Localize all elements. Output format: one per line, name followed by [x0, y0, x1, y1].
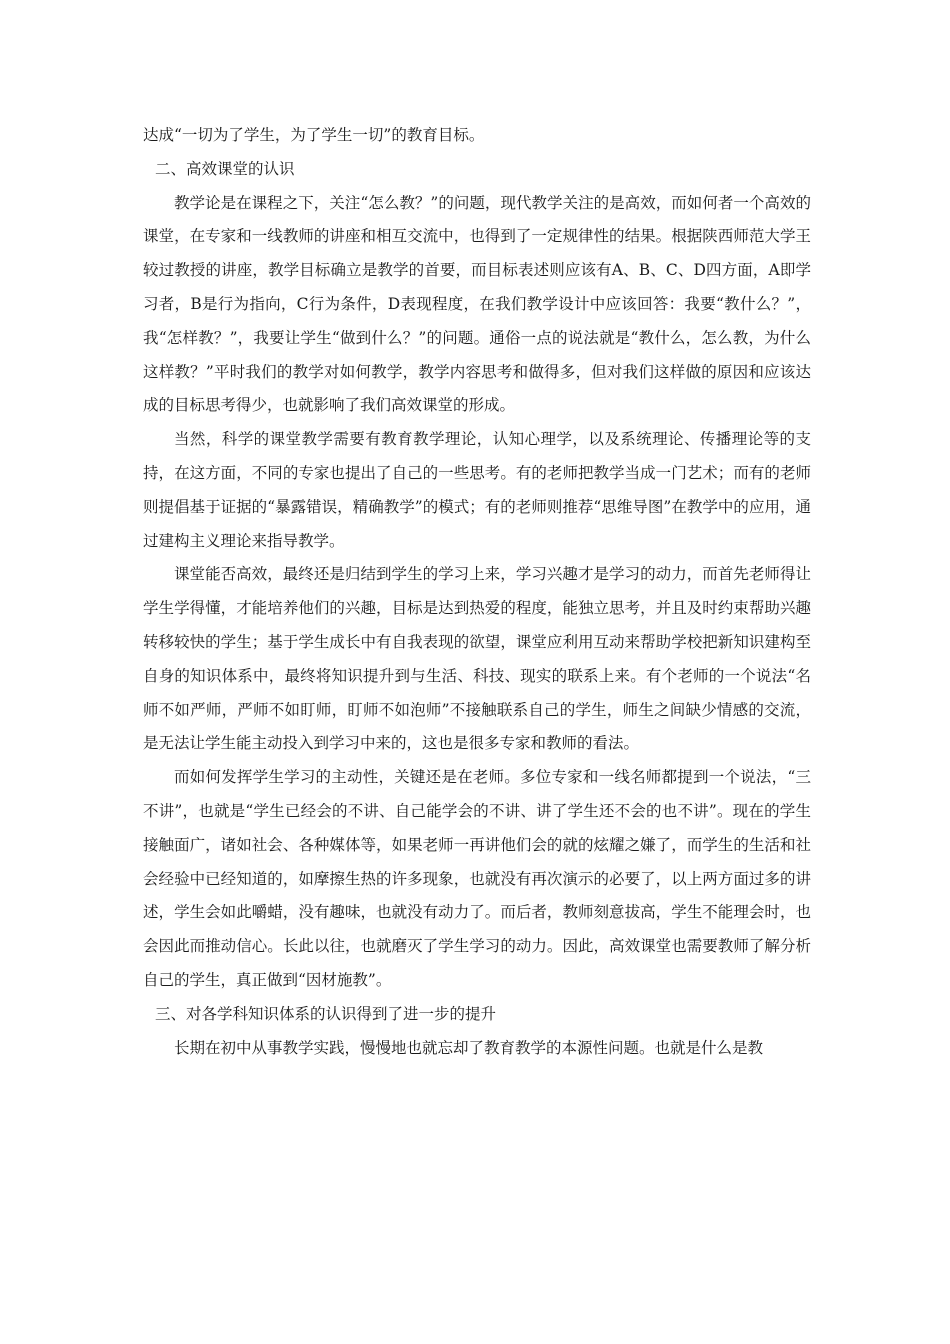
- paragraph-continuation: 达成“一切为了学生，为了学生一切”的教育目标。: [143, 126, 485, 144]
- paragraph: 长期在初中从事教学实践，慢慢地也就忘却了教育教学的本源性问题。也就是什么是教: [174, 1038, 764, 1057]
- paragraph: 而如何发挥学生学习的主动性，关键还是在老师。多位专家和一线名师都提到一个说法，“三不讲”，也就是“学生已经会的不讲、自己能学会的不讲、讲了学生还不会的也不讲”。现在的学生接触面广，诸如社会、各种媒体等，如果老师一再讲他们会的就的炫耀之嫌了，而学生的生活和社会经验中已经知道的，如摩擦生热的许多现象，也就没有再次演示的必要了，以上两方面过多的讲述，学生会如此嚼蜡，没有趣味，也就没有动力了。而后者，教师刻意拔高，学生不能理会时，也会因此而推动信心。长此以往，也就磨灭了学生学习的动力。因此，高效课堂也需要教师了解分析自己的学生，真正做到“因材施教”。: [143, 768, 811, 989]
- document-body: [143, 119, 811, 1065]
- paragraph: 课堂能否高效，最终还是归结到学生的学习上来，学习兴趣才是学习的动力，而首先老师得让学生学得懂，才能培养他们的兴趣，目标是达到热爱的程度，能独立思考，并且及时约束帮助兴趣转移较快的学生；基于学生成长中有自我表现的欲望，课堂应利用互动来帮助学校把新知识建构至自身的知识体系中，最终将知识提升到与生活、科技、现实的联系上来。有个老师的一个说法“名师不如严师，严师不如盯师，盯师不如泡师”不接触联系自己的学生，师生之间缺少情感的交流，是无法让学生能主动投入到学习中来的，这也是很多专家和教师的看法。: [143, 565, 811, 753]
- section-heading-2: 二、高效课堂的认识: [155, 159, 295, 178]
- section-heading-3: 三、对各学科知识体系的认识得到了进一步的提升: [155, 1004, 497, 1023]
- paragraph: 教学论是在课程之下，关注“怎么教？”的问题，现代教学关注的是高效，而如何者一个高效的课堂，在专家和一线教师的讲座和相互交流中，也得到了一定规律性的结果。根据陕西师范大学王较过教授的讲座，教学目标确立是教学的首要，而目标表述则应该有A、B、C、D四方面，A即学习者，B是行为指向，C行为条件，D表现程度，在我们教学设计中应该回答：我要“教什么？”，我“怎样教？”，我要让学生“做到什么？”的问题。通俗一点的说法就是“教什么，怎么教，为什么这样教？”平时我们的教学对如何教学，教学内容思考和做得多，但对我们这样做的原因和应该达成的目标思考得少，也就影响了我们高效课堂的形成。: [143, 193, 811, 415]
- paragraph: 当然，科学的课堂教学需要有教育教学理论，认知心理学，以及系统理论、传播理论等的支持，在这方面，不同的专家也提出了自己的一些思考。有的老师把教学当成一门艺术；而有的老师则提倡基于证据的“暴露错误，精确教学”的模式；有的老师则推荐“思维导图”在教学中的应用，通过建构主义理论来指导教学。: [143, 430, 811, 550]
